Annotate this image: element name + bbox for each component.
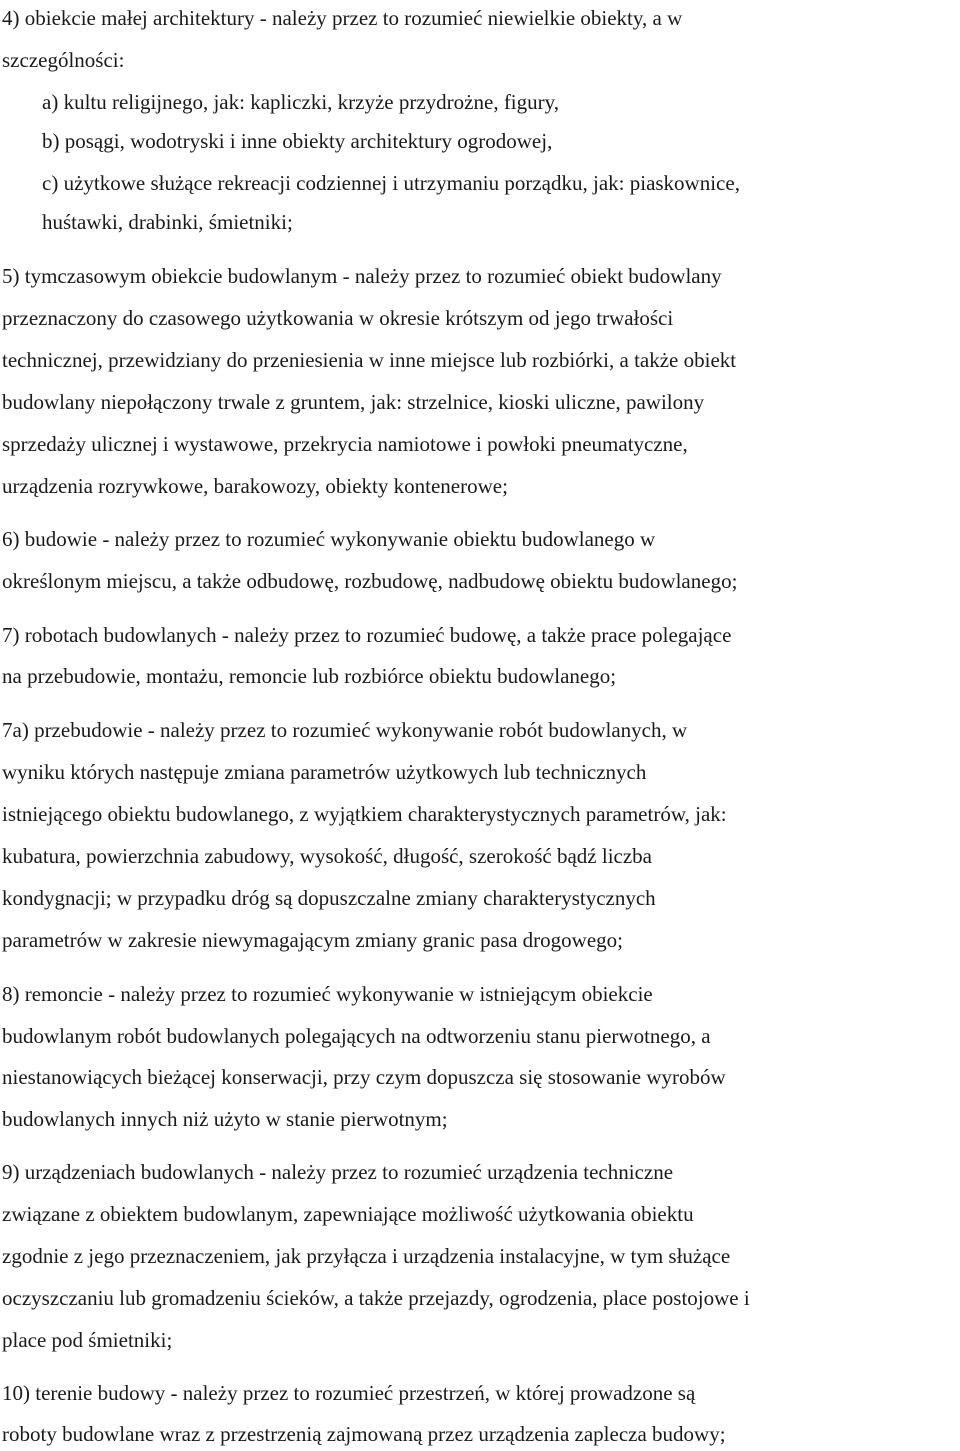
text-line: wyniku których następuje zmiana parametrów użytkowych lub technicznych: [2, 760, 647, 784]
text-line: kondygnacji; w przypadku dróg są dopuszczalne zmiany charakterystycznych: [2, 886, 656, 910]
text-line: budowlany niepołączony trwale z gruntem, jak: strzelnice, kioski uliczne, pawilony: [2, 390, 705, 414]
text-line: place pod śmietniki;: [2, 1328, 173, 1352]
text-line: istniejącego obiektu budowlanego, z wyjątkiem charakterystycznych parametrów, jak:: [2, 802, 727, 826]
text-line: oczyszczaniu lub gromadzeniu ścieków, a także przejazdy, ogrodzenia, place postojowe i: [2, 1286, 750, 1310]
text-line: parametrów w zakresie niewymagającym zmiany granic pasa drogowego;: [2, 928, 623, 952]
text-line: technicznej, przewidziany do przeniesienia w inne miejsce lub rozbiórki, a także obiekt: [2, 348, 737, 372]
text-line: przeznaczony do czasowego użytkowania w okresie krótszym od jego trwałości: [2, 306, 674, 330]
list-item: c) użytkowe służące rekreacji codziennej i utrzymaniu porządku, jak: piaskownice,: [42, 171, 740, 195]
list-item: a) kultu religijnego, jak: kapliczki, krzyże przydrożne, figury,: [42, 90, 560, 114]
text-line: szczególności:: [2, 48, 125, 72]
list-item: 10) terenie budowy - należy przez to rozumieć przestrzeń, w której prowadzone są: [2, 1381, 696, 1405]
text-line: zgodnie z jego przeznaczeniem, jak przyłącza i urządzenia instalacyjne, w tym służące: [2, 1244, 731, 1268]
list-item: 9) urządzeniach budowlanych - należy przez to rozumieć urządzenia techniczne: [2, 1160, 674, 1184]
text-line: kubatura, powierzchnia zabudowy, wysokość, długość, szerokość bądź liczba: [2, 844, 653, 868]
text-line: związane z obiektem budowlanym, zapewniające możliwość użytkowania obiektu: [2, 1202, 694, 1226]
text-line: niestanowiących bieżącej konserwacji, przy czym dopuszcza się stosowanie wyrobów: [2, 1065, 726, 1089]
text-line: sprzedaży ulicznej i wystawowe, przekrycia namiotowe i powłoki pneumatyczne,: [2, 432, 688, 456]
text-line: urządzenia rozrywkowe, barakowozy, obiekty kontenerowe;: [2, 474, 508, 498]
text-line: określonym miejscu, a także odbudowę, rozbudowę, nadbudowę obiektu budowlanego;: [2, 569, 738, 593]
list-item: b) posągi, wodotryski i inne obiekty architektury ogrodowej,: [42, 129, 553, 153]
text-line: 4) obiekcie małej architektury - należy przez to rozumieć niewielkie obiekty, a w: [2, 6, 683, 30]
list-item: 8) remoncie - należy przez to rozumieć wykonywanie w istniejącym obiekcie: [2, 982, 653, 1006]
text-line: huśtawki, drabinki, śmietniki;: [42, 210, 293, 234]
text-line: na przebudowie, montażu, remoncie lub rozbiórce obiektu budowlanego;: [2, 664, 617, 688]
list-item: 6) budowie - należy przez to rozumieć wykonywanie obiektu budowlanego w: [2, 527, 656, 551]
list-item: 7) robotach budowlanych - należy przez to rozumieć budowę, a także prace polegające: [2, 623, 732, 647]
text-line: budowlanym robót budowlanych polegających na odtworzeniu stanu pierwotnego, a: [2, 1024, 711, 1048]
list-item: 5) tymczasowym obiekcie budowlanym - należy przez to rozumieć obiekt budowlany: [2, 264, 722, 288]
text-line: budowlanych innych niż użyto w stanie pierwotnym;: [2, 1107, 448, 1131]
list-item: 7a) przebudowie - należy przez to rozumieć wykonywanie robót budowlanych, w: [2, 718, 688, 742]
text-line: roboty budowlane wraz z przestrzenią zajmowaną przez urządzenia zaplecza budowy;: [2, 1422, 726, 1446]
